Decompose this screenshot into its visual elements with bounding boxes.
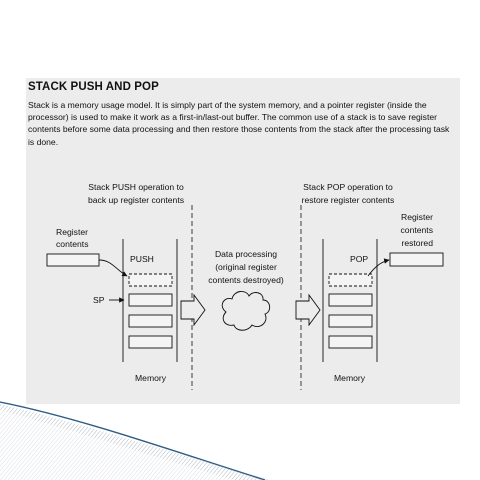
intro-line: is done.: [28, 136, 59, 147]
pop-label: POP: [350, 254, 369, 264]
push-caption-line-1: Stack PUSH operation to: [88, 182, 184, 192]
register-restored-label-1: Register: [401, 212, 433, 222]
register-restored-label-3: restored: [401, 238, 433, 248]
stack-slot-pushed: [129, 274, 172, 286]
intro-line: contents before some data processing and then restore those contents from the stack after the processing task: [28, 124, 450, 135]
slide-title: STACK PUSH AND POP: [28, 81, 159, 93]
flow-arrow-left: [181, 295, 205, 325]
stack-slot: [329, 315, 372, 327]
stack-slot: [329, 336, 372, 348]
memory-right-label: Memory: [334, 373, 366, 383]
push-label: PUSH: [130, 254, 154, 264]
register-contents-label-2: contents: [56, 239, 89, 249]
memory-left-label: Memory: [135, 373, 167, 383]
stack-slot: [129, 294, 172, 306]
intro-line: processor) is used to make it work as a first-in/last-out buffer. The common use of a stack is to save register: [28, 112, 438, 123]
pop-caption-line-2: restore register contents: [301, 195, 395, 205]
processing-label-2: (original register: [215, 262, 277, 272]
intro-line: Stack is a memory usage model. It is simply part of the system memory, and a pointer register (inside the: [28, 100, 427, 110]
pop-caption-line-1: Stack POP operation to: [303, 182, 393, 192]
stack-slot-popped: [329, 274, 372, 286]
cloud-icon: [222, 291, 269, 330]
processing-label-3: contents destroyed): [208, 275, 284, 285]
register-restored-label-2: contents: [400, 225, 433, 235]
register-box-left: [47, 254, 99, 266]
stack-slot: [129, 336, 172, 348]
register-contents-label-1: Register: [56, 227, 88, 237]
push-caption-line-2: back up register contents: [87, 195, 185, 205]
flow-arrow-right: [296, 295, 320, 325]
processing-label-1: Data processing: [214, 249, 278, 259]
slide-decoration: [0, 396, 480, 480]
sp-label: SP: [93, 295, 105, 305]
stack-slot: [129, 315, 172, 327]
stack-slot: [329, 294, 372, 306]
register-box-right: [390, 253, 443, 266]
